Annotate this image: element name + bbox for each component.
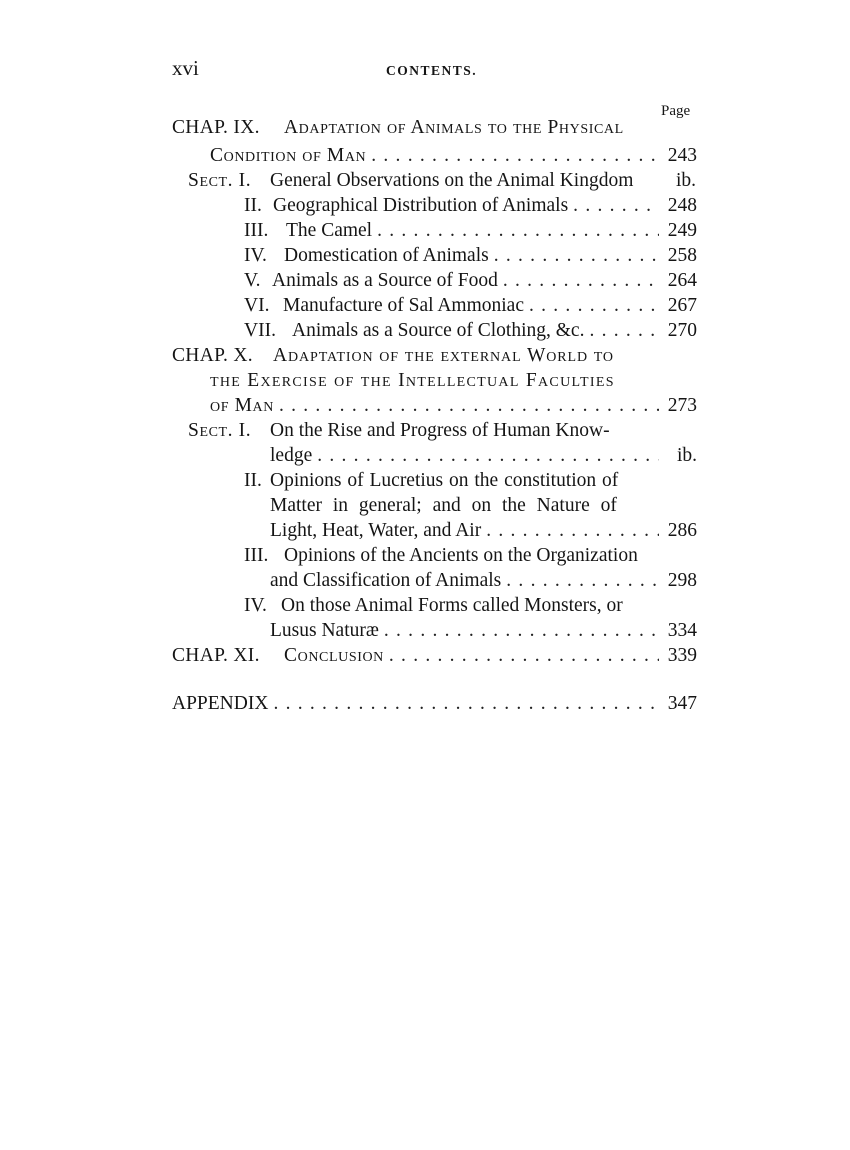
dot-leader bbox=[498, 268, 659, 294]
page-number: 248 bbox=[667, 195, 697, 216]
toc-line bbox=[0, 143, 850, 169]
section-number: Sect. I. bbox=[188, 170, 252, 191]
section-title: Animals as a Source of Clothing, &c. bbox=[292, 320, 585, 341]
toc-line bbox=[0, 115, 850, 141]
page-number: 298 bbox=[667, 570, 697, 591]
section-title: Matter in general; and on the Nature of bbox=[270, 495, 617, 516]
section-title: Lusus Naturæ bbox=[270, 620, 379, 641]
section-title: Opinions of Lucretius on the constitution of bbox=[270, 470, 619, 491]
dot-leader bbox=[481, 518, 659, 544]
toc-line bbox=[0, 368, 850, 394]
dot-leader bbox=[312, 443, 659, 469]
section-number: III. bbox=[244, 220, 269, 241]
section-number: V. bbox=[244, 270, 261, 291]
dot-leader bbox=[372, 218, 659, 244]
section-number: Sect. I. bbox=[188, 420, 252, 441]
toc-line bbox=[0, 468, 850, 494]
toc-line bbox=[0, 618, 850, 644]
dot-leader bbox=[384, 643, 659, 669]
section-title: Geographical Distribution of Animals bbox=[273, 195, 569, 216]
chapter-title: Conclusion bbox=[284, 645, 384, 666]
appendix-title: APPENDIX bbox=[172, 693, 269, 714]
section-title: On the Rise and Progress of Human Know- bbox=[270, 420, 610, 441]
page-column-label: Page bbox=[661, 103, 691, 119]
toc-line bbox=[0, 493, 850, 519]
page-number: 264 bbox=[667, 270, 697, 291]
chapter-title: of Man bbox=[210, 395, 274, 416]
page-number: 273 bbox=[667, 395, 697, 416]
chapter-title: the Exercise of the Intellectual Faculties bbox=[210, 370, 615, 391]
toc-line bbox=[0, 218, 850, 244]
page-number: 339 bbox=[667, 645, 697, 666]
toc-line bbox=[0, 593, 850, 619]
chapter-number: CHAP. X. bbox=[172, 345, 253, 366]
dot-leader bbox=[274, 393, 659, 419]
page-number: 243 bbox=[667, 145, 697, 166]
toc-line bbox=[0, 543, 850, 569]
dot-leader bbox=[379, 618, 659, 644]
section-number: II. bbox=[244, 195, 262, 216]
page-number: 258 bbox=[667, 245, 697, 266]
section-number: IV. bbox=[244, 245, 267, 266]
dot-leader bbox=[584, 318, 659, 344]
page-number: 334 bbox=[667, 620, 697, 641]
section-title: Animals as a Source of Food bbox=[272, 270, 498, 291]
section-number: III. bbox=[244, 545, 269, 566]
dot-leader bbox=[568, 193, 659, 219]
toc-line bbox=[0, 318, 850, 344]
toc-line bbox=[0, 343, 850, 369]
dot-leader bbox=[366, 143, 659, 169]
section-number: VII. bbox=[244, 320, 276, 341]
page-number: 286 bbox=[667, 520, 697, 541]
section-number: IV. bbox=[244, 595, 267, 616]
section-title: Light, Heat, Water, and Air bbox=[270, 520, 482, 541]
chapter-number: CHAP. IX. bbox=[172, 117, 260, 138]
dot-leader bbox=[268, 691, 659, 717]
page-number: 270 bbox=[667, 320, 697, 341]
page-number: 267 bbox=[667, 295, 697, 316]
section-number: VI. bbox=[244, 295, 270, 316]
page-number-roman: xvi bbox=[172, 56, 199, 80]
toc-line bbox=[0, 568, 850, 594]
section-title: Domestication of Animals bbox=[284, 245, 489, 266]
toc-line bbox=[0, 691, 850, 717]
chapter-title: Adaptation of the external World to bbox=[273, 345, 614, 366]
page-number: 249 bbox=[667, 220, 697, 241]
dot-leader bbox=[501, 568, 659, 594]
toc-line bbox=[0, 243, 850, 269]
section-title: General Observations on the Animal Kingdom bbox=[270, 170, 634, 191]
chapter-number: CHAP. XI. bbox=[172, 645, 260, 666]
toc-line bbox=[0, 293, 850, 319]
toc-line bbox=[0, 443, 850, 469]
page-number: ib. bbox=[675, 170, 696, 191]
section-title: and Classification of Animals bbox=[270, 570, 502, 591]
section-title: Opinions of the Ancients on the Organization bbox=[284, 545, 638, 566]
toc-line bbox=[0, 268, 850, 294]
page-number: 347 bbox=[667, 693, 697, 714]
section-number: II. bbox=[244, 470, 262, 491]
toc-line bbox=[0, 518, 850, 544]
section-title: ledge bbox=[270, 445, 313, 466]
running-title: CONTENTS. bbox=[386, 63, 478, 78]
section-title: On those Animal Forms called Monsters, or bbox=[281, 595, 623, 616]
toc-line bbox=[0, 168, 850, 194]
toc-line bbox=[0, 418, 850, 444]
toc-line bbox=[0, 393, 850, 419]
chapter-title: Adaptation of Animals to the Physical bbox=[284, 117, 624, 138]
section-title: The Camel bbox=[286, 220, 373, 241]
page-number: ib. bbox=[676, 445, 697, 466]
section-title: Manufacture of Sal Ammoniac bbox=[283, 295, 524, 316]
dot-leader bbox=[489, 243, 659, 269]
dot-leader bbox=[524, 293, 659, 319]
toc-line bbox=[0, 193, 850, 219]
chapter-title: Condition of Man bbox=[210, 145, 367, 166]
toc-line bbox=[0, 643, 850, 669]
